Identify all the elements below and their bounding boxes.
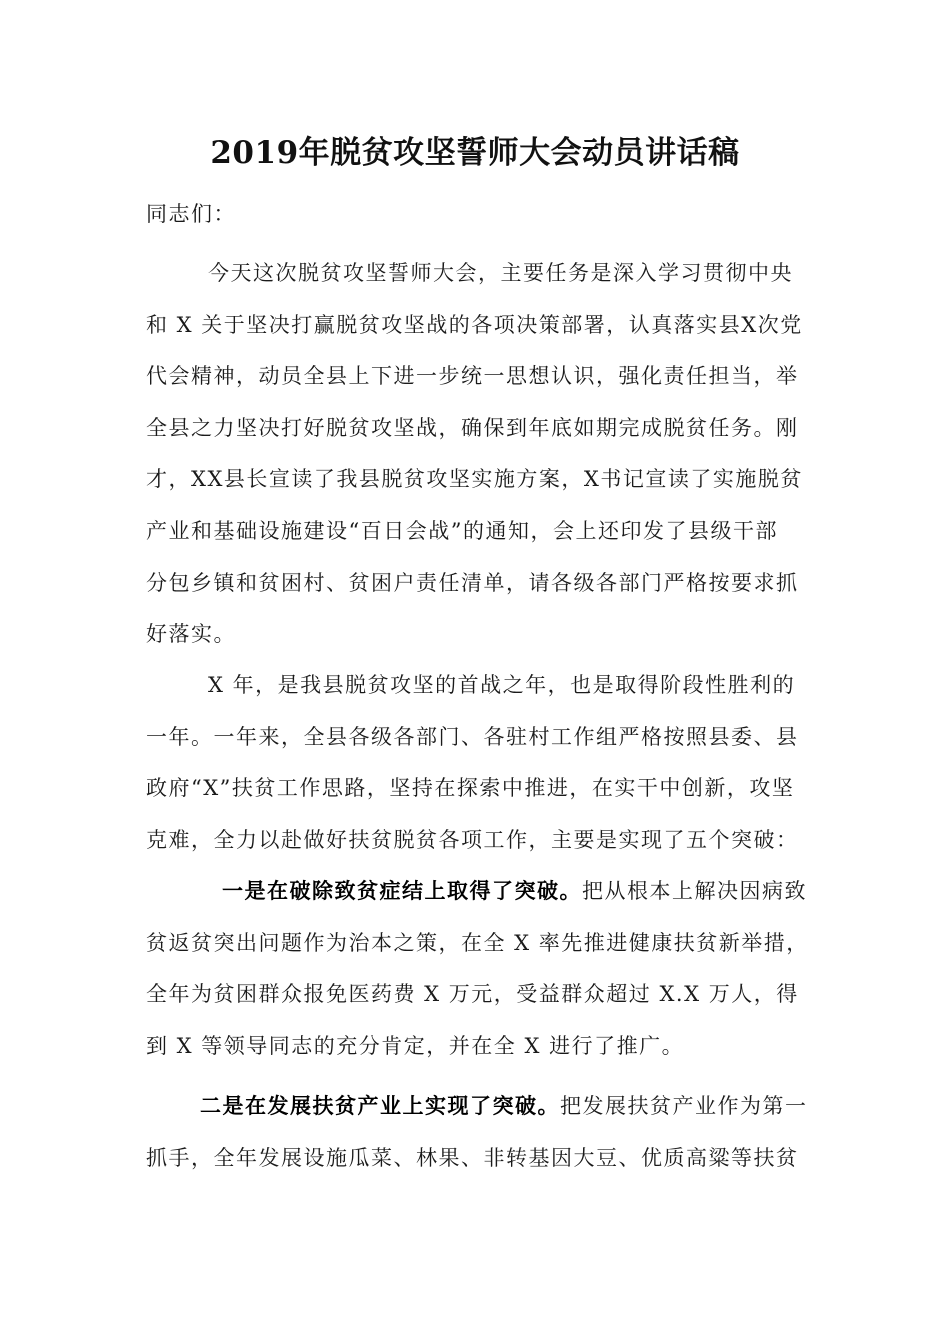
lead-continuation: 把从根本上解决因病致	[582, 879, 807, 903]
text-line: 抓手，全年发展设施瓜菜、林果、非转基因大豆、优质高粱等扶贫	[146, 1145, 799, 1170]
text-line	[146, 865, 808, 918]
bold-lead-sentence: 二是在发展扶贫产业上实现了突破。	[200, 1093, 560, 1118]
text-line: 和 X 关于坚决打赢脱贫攻坚战的各项决策部署，认真落实县X次党	[146, 312, 803, 337]
text-line: 今天这次脱贫攻坚誓师大会，主要任务是深入学习贯彻中央	[208, 261, 793, 285]
text-line: 贫返贫突出问题作为治本之策，在全 X 率先推进健康扶贫新举措，	[146, 930, 809, 955]
paragraph-breakthrough-one	[146, 865, 808, 1072]
text-line: X 年，是我县脱贫攻坚的首战之年，也是取得阶段性胜利的	[208, 673, 796, 697]
text-line: 全年为贫困群众报免医药费 X 万元，受益群众超过 X.X 万人，得	[146, 982, 799, 1007]
lead-continuation: 把发展扶贫产业作为第一	[560, 1094, 808, 1118]
text-line: 分包乡镇和贫困村、贫困户责任清单，请各级各部门严格按要求抓	[146, 570, 799, 595]
text-line: 好落实。	[146, 622, 236, 647]
text-line	[146, 1080, 808, 1133]
salutation: 同志们：	[146, 202, 236, 226]
text-line: 产业和基础设施建设“百日会战”的通知，会上还印发了县级干部	[146, 518, 778, 543]
paragraph-breakthrough-two	[146, 1080, 808, 1184]
text-line: 全县之力坚决打好脱贫攻坚战，确保到年底如期完成脱贫任务。刚	[146, 415, 799, 440]
document-title: 2019年脱贫攻坚誓师大会动员讲话稿	[210, 135, 740, 171]
bold-lead-sentence: 一是在破除致贫症结上取得了突破。	[222, 878, 582, 903]
text-line: 政府“X”扶贫工作思路，坚持在探索中推进，在实干中创新，攻坚	[146, 776, 795, 801]
text-line: 才，XX县长宣读了我县脱贫攻坚实施方案，X书记宣读了实施脱贫	[146, 467, 803, 492]
text-line: 克难，全力以赴做好扶贫脱贫各项工作，主要是实现了五个突破：	[146, 827, 799, 852]
text-line: 到 X 等领导同志的充分肯定，并在全 X 进行了推广。	[146, 1033, 685, 1058]
text-line: 一年。一年来，全县各级各部门、各驻村工作组严格按照县委、县	[146, 724, 799, 749]
paragraph-review	[146, 660, 808, 866]
paragraph-intro	[146, 248, 808, 661]
text-line: 代会精神，动员全县上下进一步统一思想认识，强化责任担当，举	[146, 364, 799, 389]
